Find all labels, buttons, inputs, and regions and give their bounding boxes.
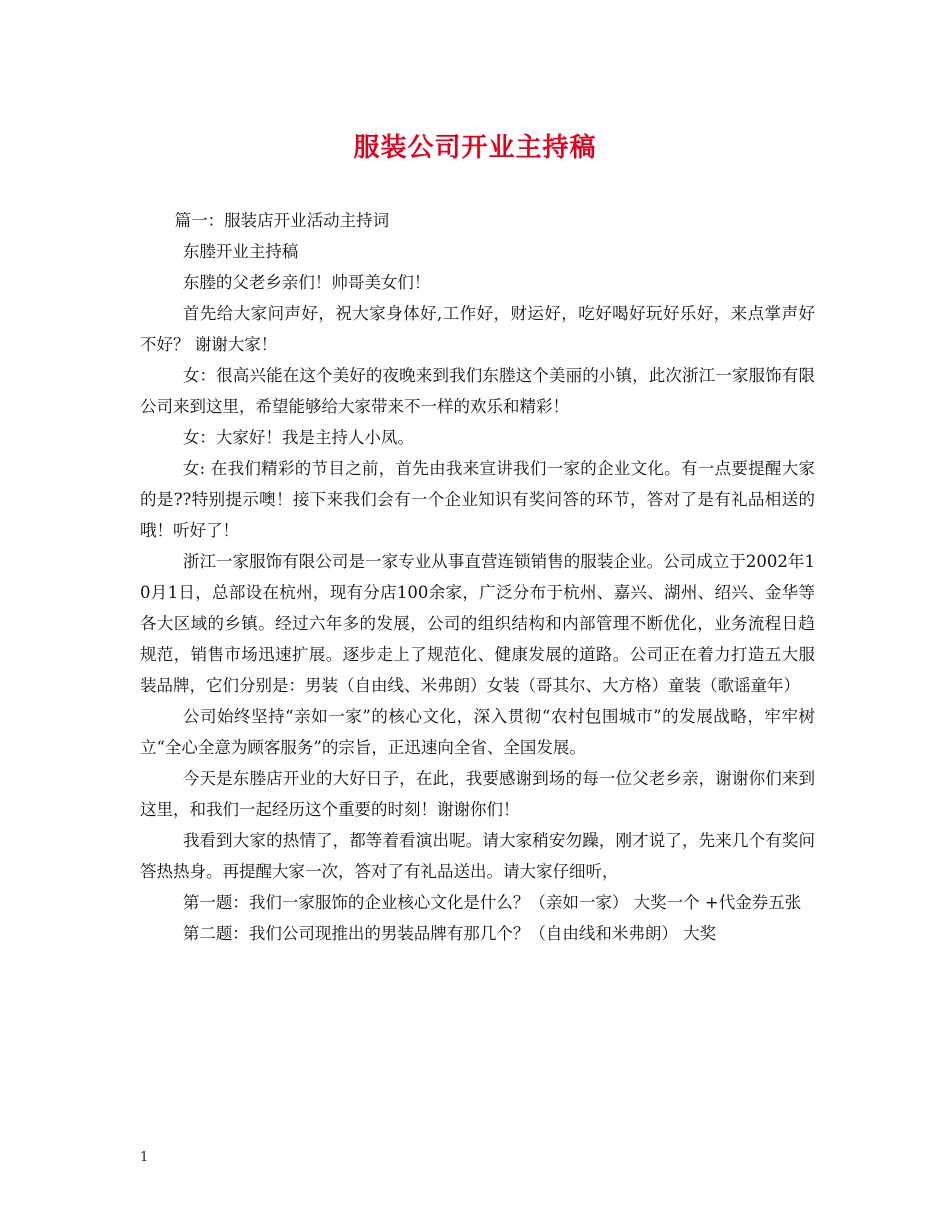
paragraph: 首先给大家问声好，祝大家身体好,工作好，财运好，吃好喝好玩好乐好，来点掌声好不好？ 谢谢大家！ <box>140 304 815 354</box>
paragraph: 今天是东塍店开业的大好日子，在此，我要感谢到场的每一位父老乡亲，谢谢你们来到这里，和我们一起经历这个重要的时刻！谢谢你们！ <box>140 769 815 819</box>
paragraph: 东塍开业主持稿 <box>182 242 299 261</box>
paragraph: 浙江一家服饰有限公司是一家专业从事直营连锁销售的服装企业。公司成立于2002年10月1日，总部设在杭州，现有分店100余家，广泛分布于杭州、嘉兴、湖州、绍兴、金华等各大区域的乡镇。经过六年多的发展，公司的组织结构和内部管理不断优化，业务流程日趋规范，销售市场迅速扩展。逐步走上了规范化、健康发展的道路。公司正在着力打造五大服装品牌，它们分别是：男装（自由线、米弗朗）女装（哥其尔、大方格）童装（歌谣童年） <box>140 552 815 695</box>
paragraph: 女: 在我们精彩的节目之前，首先由我来宣讲我们一家的企业文化。有一点要提醒大家的是??特别提示噢！接下来我们会有一个企业知识有奖问答的环节，答对了是有礼品相送的哦！听好了！ <box>140 459 815 540</box>
paragraph: 东塍的父老乡亲们！帅哥美女们！ <box>182 273 431 292</box>
paragraph: 公司始终坚持“亲如一家”的核心文化，深入贯彻“农村包围城市”的发展战略，牢牢树立“全心全意为顾客服务”的宗旨，正迅速向全省、全国发展。 <box>140 707 815 757</box>
document-body <box>140 205 815 949</box>
section-heading: 篇一：服装店开业活动主持词 <box>174 211 390 230</box>
paragraph: 女：很高兴能在这个美好的夜晚来到我们东塍这个美丽的小镇，此次浙江一家服饰有限公司来到这里，希望能够给大家带来不一样的欢乐和精彩！ <box>140 366 815 416</box>
paragraph: 第二题：我们公司现推出的男装品牌有那几个？（自由线和米弗朗） 大奖 <box>182 924 717 943</box>
page-number: 1 <box>140 1150 149 1165</box>
paragraph: 第一题：我们一家服饰的企业核心文化是什么？（亲如一家） 大奖一个 +代金券五张 <box>182 893 802 912</box>
paragraph: 女：大家好！我是主持人小凤。 <box>182 428 414 447</box>
document-title: 服装公司开业主持稿 <box>353 133 597 163</box>
paragraph: 我看到大家的热情了，都等着看演出呢。请大家稍安勿躁，刚才说了，先来几个有奖问答热热身。再提醒大家一次，答对了有礼品送出。请大家仔细听， <box>140 831 815 881</box>
